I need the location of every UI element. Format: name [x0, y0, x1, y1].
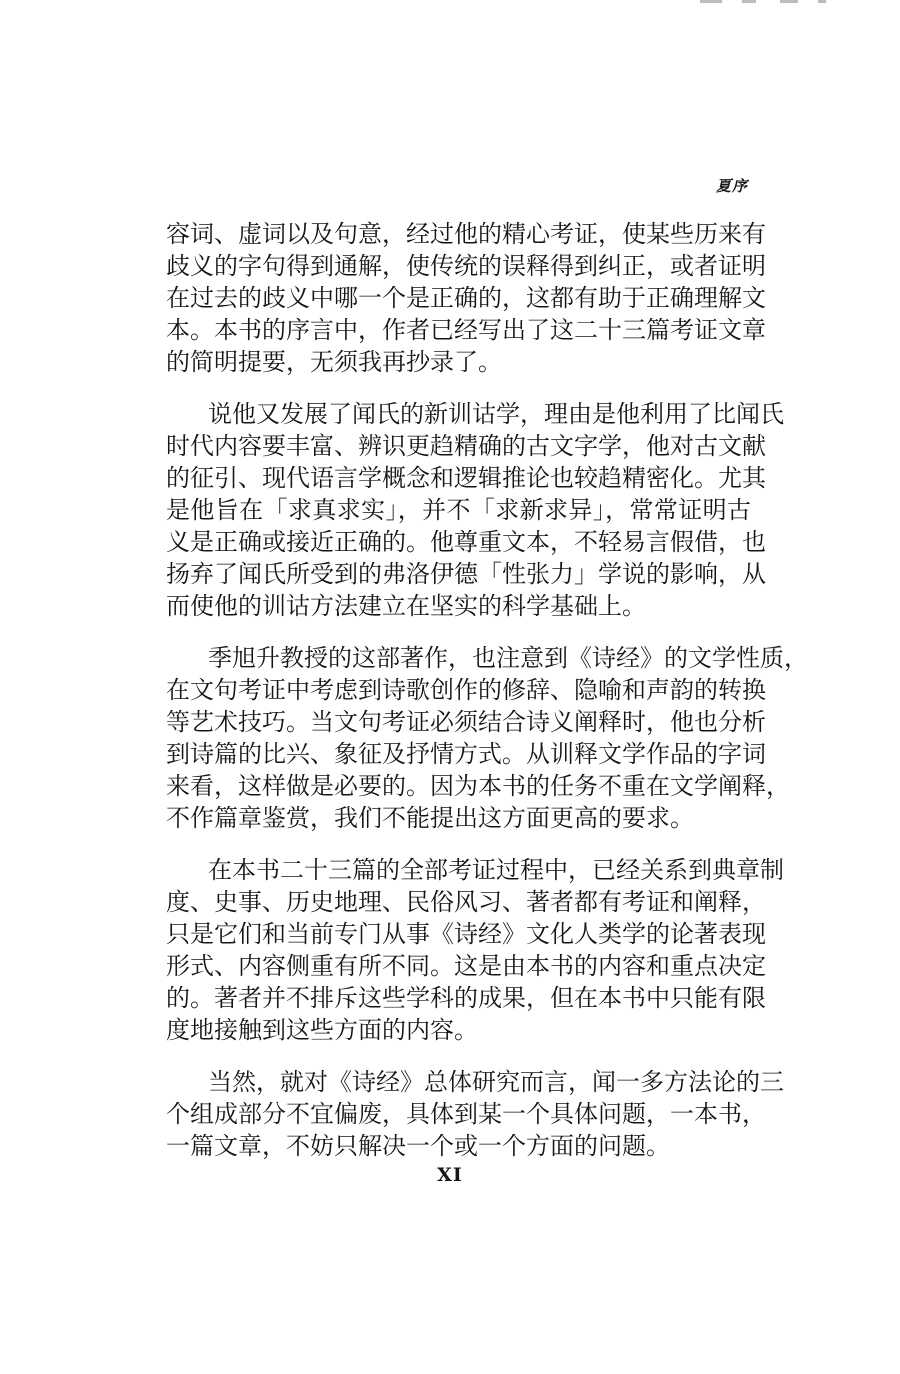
text-line: 扬弃了闻氏所受到的弗洛伊德「性张力」学说的影响，从 [166, 560, 766, 588]
text-line: 只是它们和当前专门从事《诗经》文化人类学的论著表现 [166, 920, 766, 948]
paragraph-gap [166, 622, 751, 642]
text-line: 来看，这样做是必要的。因为本书的任务不重在文学阐释， [166, 772, 790, 800]
scan-artifact [742, 0, 756, 3]
text-line: 等艺术技巧。当文句考证必须结合诗义阐释时，他也分析 [166, 708, 766, 736]
text-line: 形式、内容侧重有所不同。这是由本书的内容和重点决定 [166, 952, 766, 980]
text-line: 度地接触到这些方面的内容。 [166, 1016, 478, 1044]
text-line: 在本书二十三篇的全部考证过程中，已经关系到典章制 [208, 856, 784, 884]
paragraph [166, 218, 766, 378]
scan-artifact [700, 0, 722, 3]
paragraph [166, 854, 784, 1046]
paragraph-gap [166, 1046, 751, 1066]
text-line: 的简明提要，无须我再抄录了。 [166, 348, 502, 376]
text-line: 是他旨在「求真求实」，并不「求新求异」，常常证明古 [166, 496, 751, 524]
text-line: 在过去的歧义中哪一个是正确的，这都有助于正确理解文 [166, 284, 766, 312]
paragraph-gap [166, 378, 751, 398]
text-line: 时代内容要丰富、辨识更趋精确的古文字学，他对古文献 [166, 432, 766, 460]
text-line: 在文句考证中考虑到诗歌创作的修辞、隐喻和声韵的转换 [166, 676, 766, 704]
scan-artifact [780, 0, 798, 3]
text-line: 歧义的字句得到通解，使传统的误释得到纠正，或者证明 [166, 252, 766, 280]
paragraph [166, 1066, 784, 1162]
text-line: 不作篇章鉴赏，我们不能提出这方面更高的要求。 [166, 804, 694, 832]
text-line: 季旭升教授的这部著作，也注意到《诗经》的文学性质， [208, 644, 808, 672]
text-line: 个组成部分不宜偏废，具体到某一个具体问题，一本书， [166, 1100, 766, 1128]
text-line: 容词、虚词以及句意，经过他的精心考证，使某些历来有 [166, 220, 766, 248]
running-head: 夏序 [715, 177, 748, 195]
paragraph-gap [166, 834, 751, 854]
text-line: 一篇文章，不妨只解决一个或一个方面的问题。 [166, 1132, 670, 1160]
text-line: 本。本书的序言中，作者已经写出了这二十三篇考证文章 [166, 316, 766, 344]
text-line: 当然，就对《诗经》总体研究而言，闻一多方法论的三 [208, 1068, 784, 1096]
text-line: 义是正确或接近正确的。他尊重文本，不轻易言假借，也 [166, 528, 766, 556]
text-line: 说他又发展了闻氏的新训诂学，理由是他利用了比闻氏 [208, 400, 784, 428]
text-line: 度、史事、历史地理、民俗风习、著者都有考证和阐释， [166, 888, 766, 916]
text-line: 的征引、现代语言学概念和逻辑推论也较趋精密化。尤其 [166, 464, 766, 492]
body-text [166, 218, 808, 1162]
text-line: 的。著者并不排斥这些学科的成果，但在本书中只能有限 [166, 984, 766, 1012]
text-line: 到诗篇的比兴、象征及抒情方式。从训释文学作品的字词 [166, 740, 766, 768]
text-line: 而使他的训诂方法建立在坚实的科学基础上。 [166, 592, 646, 620]
paragraph [166, 642, 808, 834]
paragraph [166, 398, 784, 622]
scan-artifact [818, 0, 826, 3]
page-number: XI [437, 1164, 463, 1186]
